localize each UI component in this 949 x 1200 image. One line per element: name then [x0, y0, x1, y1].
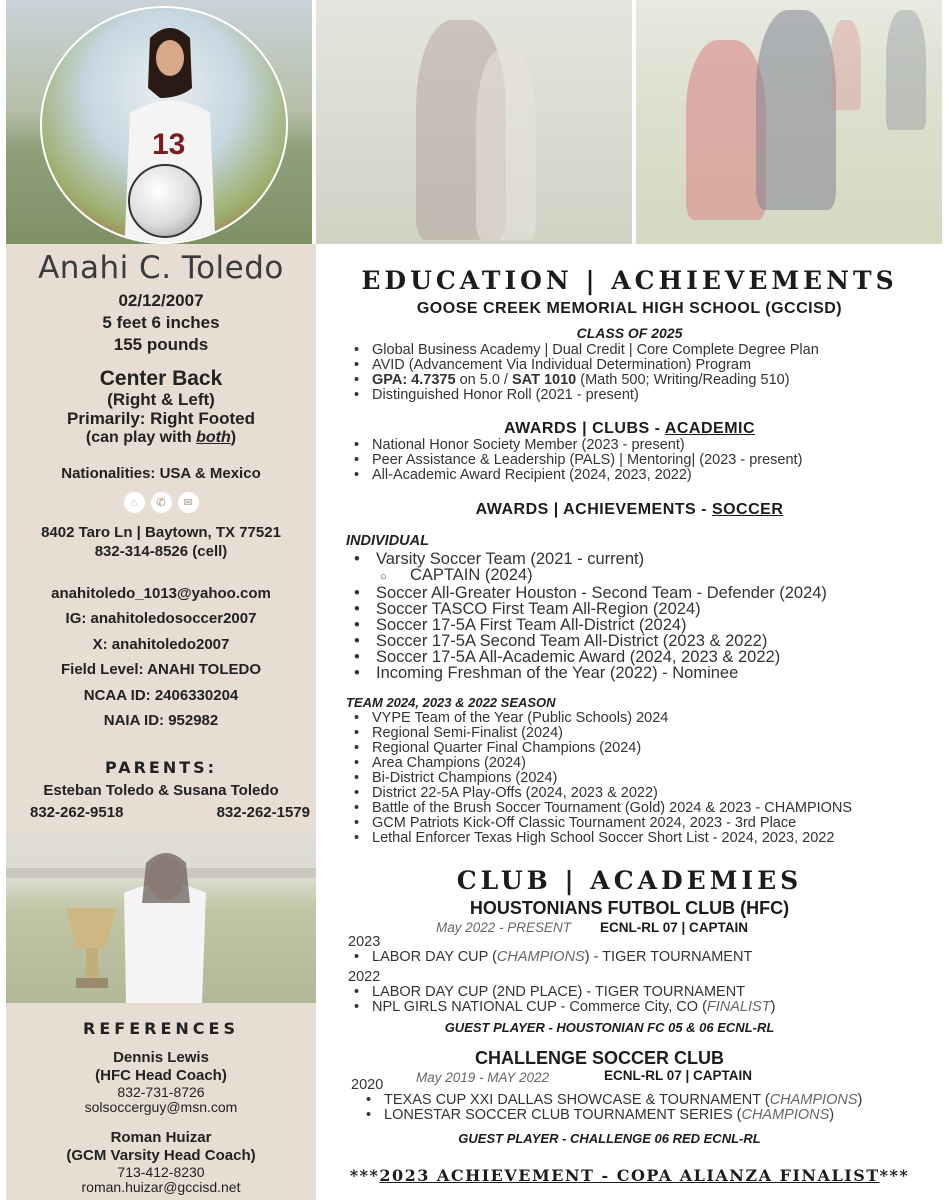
list-item: • VYPE Team of the Year (Public Schools) 2024: [354, 711, 852, 726]
list-item: • Bi-District Champions (2024): [354, 771, 852, 786]
list-item: • GCM Patriots Kick-Off Classic Tournament 2024, 2023 - 3rd Place: [354, 816, 852, 831]
education-list: [354, 343, 819, 403]
footer-achievement: ***2023 ACHIEVEMENT - COPA ALIANZA FINALIST***: [349, 1166, 910, 1185]
reference-2-name: Roman Huizar: [110, 1129, 212, 1146]
hfc-name: HOUSTONIANS FUTBOL CLUB (HFC): [469, 898, 790, 918]
position: Center Back: [99, 367, 223, 390]
hfc-year-2: 2022: [348, 969, 381, 985]
class-year: CLASS OF 2025: [576, 325, 683, 341]
naia-id: NAIA ID: 952982: [103, 712, 219, 729]
portrait-photo: [6, 0, 312, 244]
list-item: • NPL GIRLS NATIONAL CUP - Commerce City, CO (FINALIST): [354, 1000, 775, 1015]
list-item: • Soccer 17-5A First Team All-District (2024): [354, 617, 827, 633]
profile-sidebar: [6, 244, 316, 1200]
list-item: • Soccer 17-5A Second Team All-District (2023 & 2022): [354, 633, 827, 649]
portrait-circle: [40, 6, 288, 244]
school-name: GOOSE CREEK MEMORIAL HIGH SCHOOL (GCCISD): [416, 300, 843, 317]
challenge-league: ECNL-RL 07 | CAPTAIN: [604, 1068, 753, 1083]
hfc-guest-player: GUEST PLAYER - HOUSTONIAN FC 05 & 06 ECNL-RL: [444, 1020, 775, 1035]
hfc-year-1: 2023: [348, 934, 381, 950]
challenge-year: 2020: [351, 1077, 384, 1093]
list-item: • LONESTAR SOCCER CLUB TOURNAMENT SERIES (CHAMPIONS): [366, 1108, 862, 1123]
parent-phone-2: 832-262-1579: [216, 804, 310, 821]
list-item: • AVID (Advancement Via Individual Determination) Program: [354, 358, 819, 373]
individual-heading: INDIVIDUAL: [346, 533, 429, 549]
photo-strip: [0, 0, 949, 244]
captain-sub-item: ○ CAPTAIN (2024): [354, 567, 827, 585]
contact-icons: [6, 492, 316, 513]
parents-phones: [30, 804, 310, 821]
player-name: Anahi C. Toledo: [38, 250, 284, 286]
challenge-list: [366, 1093, 862, 1123]
action-photo-1: [316, 0, 632, 244]
footedness-note: (can play with both): [85, 429, 237, 446]
weight: 155 pounds: [113, 335, 209, 354]
list-item: • Soccer All-Greater Houston - Second Team - Defender (2024): [354, 585, 827, 601]
list-item: • Area Champions (2024): [354, 756, 852, 771]
list-item: • Incoming Freshman of the Year (2022) - Nominee: [354, 665, 827, 681]
footedness: Primarily: Right Footed: [67, 409, 255, 428]
home-icon: ⌂: [124, 492, 145, 513]
address: 8402 Taro Ln | Baytown, TX 77521: [41, 524, 281, 541]
hfc-league: ECNL-RL 07 | CAPTAIN: [600, 920, 749, 935]
height: 5 feet 6 inches: [102, 313, 220, 332]
reference-1-name: Dennis Lewis: [113, 1049, 209, 1066]
clubs-heading: CLUB | ACADEMIES: [456, 866, 803, 895]
reference-1-role: (HFC Head Coach): [95, 1067, 227, 1084]
position-sides: (Right & Left): [107, 390, 215, 409]
gpa-sat-item: • GPA: 4.7375 on 5.0 / SAT 1010 (Math 500; Writing/Reading 510): [354, 373, 819, 388]
date-of-birth: 02/12/2007: [118, 291, 204, 310]
list-item: • LABOR DAY CUP (CHAMPIONS) - TIGER TOURNAMENT: [354, 950, 752, 965]
list-item: • Global Business Academy | Dual Credit | Core Complete Degree Plan: [354, 343, 819, 358]
list-item: • Varsity Soccer Team (2021 - current): [354, 551, 827, 567]
ncaa-id: NCAA ID: 2406330204: [83, 687, 239, 704]
team-awards-list: [354, 711, 852, 846]
list-item: • Peer Assistance & Leadership (PALS) | Mentoring| (2023 - present): [354, 453, 802, 468]
challenge-dates: May 2019 - MAY 2022: [416, 1070, 550, 1085]
reference-2-phone: 713-412-8230: [117, 1164, 205, 1180]
list-item: • Soccer 17-5A All-Academic Award (2024, 2023 & 2022): [354, 649, 827, 665]
list-item: • LABOR DAY CUP (2ND PLACE) - TIGER TOURNAMENT: [354, 985, 775, 1000]
challenge-name: CHALLENGE SOCCER CLUB: [474, 1048, 724, 1068]
nationalities: Nationalities: USA & Mexico: [61, 465, 261, 482]
parents-names: Esteban Toledo & Susana Toledo: [43, 782, 279, 799]
list-item: • Distinguished Honor Roll (2021 - present): [354, 388, 819, 403]
reference-1-phone: 832-731-8726: [117, 1084, 205, 1100]
instagram-handle: IG: anahitoledosoccer2007: [65, 610, 257, 627]
reference-1-email: solsoccerguy@msn.com: [84, 1099, 238, 1115]
list-item: • Battle of the Brush Soccer Tournament (Gold) 2024 & 2023 - CHAMPIONS: [354, 801, 852, 816]
x-handle: X: anahitoledo2007: [92, 636, 230, 653]
references-heading: REFERENCES: [83, 1019, 239, 1038]
list-item: • District 22-5A Play-Offs (2024, 2023 & 2022): [354, 786, 852, 801]
academic-awards-list: [354, 438, 802, 483]
hfc-2023-list: [354, 950, 752, 965]
field-level: Field Level: ANAHI TOLEDO: [60, 661, 262, 678]
email-icon: ✉: [178, 492, 199, 513]
jersey-number: 13: [152, 128, 186, 161]
hfc-2022-list: [354, 985, 775, 1015]
reference-2-role: (GCM Varsity Head Coach): [66, 1147, 256, 1164]
resume-main: [316, 244, 943, 1200]
action-photo-2: [636, 0, 942, 244]
phone-number: 832-314-8526 (cell): [94, 543, 228, 560]
team-heading: TEAM 2024, 2023 & 2022 SEASON: [346, 695, 556, 710]
hfc-dates: May 2022 - PRESENT: [436, 920, 572, 935]
academic-awards-heading: AWARDS | CLUBS - ACADEMIC: [503, 420, 756, 437]
list-item: • TEXAS CUP XXI DALLAS SHOWCASE & TOURNAMENT (CHAMPIONS): [366, 1093, 862, 1108]
soccer-awards-heading: AWARDS | ACHIEVEMENTS - SOCCER: [475, 501, 784, 518]
list-item: • All-Academic Award Recipient (2024, 2023, 2022): [354, 468, 802, 483]
list-item: • Regional Semi-Finalist (2024): [354, 726, 852, 741]
challenge-guest-player: GUEST PLAYER - CHALLENGE 06 RED ECNL-RL: [458, 1131, 761, 1146]
education-heading: EDUCATION | ACHIEVEMENTS: [361, 266, 898, 295]
individual-awards-list: [354, 551, 827, 681]
list-item: • Soccer TASCO First Team All-Region (2024): [354, 601, 827, 617]
parents-heading: PARENTS:: [104, 758, 218, 777]
email-address: anahitoledo_1013@yahoo.com: [51, 585, 271, 602]
reference-2-email: roman.huizar@gccisd.net: [81, 1179, 241, 1195]
list-item: • Lethal Enforcer Texas High School Soccer Short List - 2024, 2023, 2022: [354, 831, 852, 846]
trophy-photo: [6, 833, 316, 1003]
list-item: • Regional Quarter Final Champions (2024): [354, 741, 852, 756]
parent-phone-1: 832-262-9518: [30, 804, 124, 821]
list-item: • National Honor Society Member (2023 - present): [354, 438, 802, 453]
soccer-ball-icon: [128, 164, 202, 238]
phone-icon: ✆: [151, 492, 172, 513]
